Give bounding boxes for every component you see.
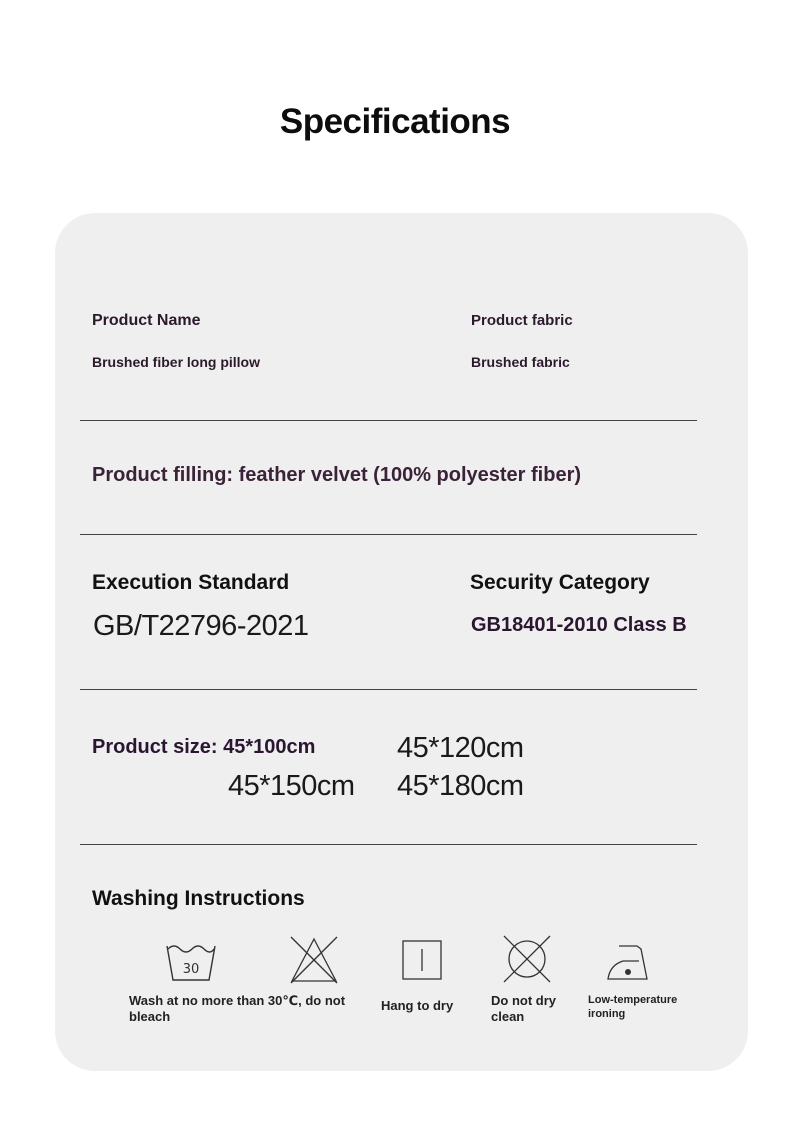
low-temperature-iron-icon: [605, 943, 651, 983]
product-fabric-value: Brushed fabric: [471, 354, 570, 370]
product-filling: Product filling: feather velvet (100% polyester fiber): [92, 464, 582, 486]
wash-caption: Wash at no more than 30℃, do not bleach: [129, 993, 346, 1024]
product-fabric-label: Product fabric: [471, 312, 573, 329]
execution-standard-value: GB/T22796-2021: [93, 610, 309, 642]
divider: [80, 534, 697, 535]
security-category-value: GB18401-2010 Class B: [471, 614, 687, 636]
size-value: 45*120cm: [397, 732, 524, 764]
do-not-dry-clean-icon: [501, 933, 553, 985]
spec-card: [55, 213, 748, 1071]
hang-to-dry-caption: Hang to dry: [381, 998, 454, 1013]
security-category-label: Security Category: [470, 571, 650, 594]
product-name-label: Product Name: [92, 312, 201, 329]
do-not-bleach-icon: [289, 935, 339, 985]
washing-instructions-title: Washing Instructions: [92, 887, 305, 910]
low-temperature-ironing-caption: Low-temperature ironing: [588, 994, 678, 1020]
page-title: Specifications: [279, 102, 511, 141]
execution-standard-label: Execution Standard: [92, 571, 290, 594]
svg-text:30: 30: [182, 962, 200, 977]
product-name-value: Brushed fiber long pillow: [92, 354, 260, 370]
size-value: 45*150cm: [228, 770, 355, 802]
wash-30-icon: [165, 943, 217, 983]
divider: [80, 420, 697, 421]
divider: [80, 689, 697, 690]
size-value: 45*180cm: [397, 770, 524, 802]
hang-to-dry-icon: [401, 939, 443, 981]
size-value: 45*100cm: [223, 736, 316, 758]
divider: [80, 844, 697, 845]
product-size-label: Product size: 45*100cm: [92, 736, 316, 758]
do-not-dry-clean-caption: Do not dry clean: [491, 993, 556, 1024]
